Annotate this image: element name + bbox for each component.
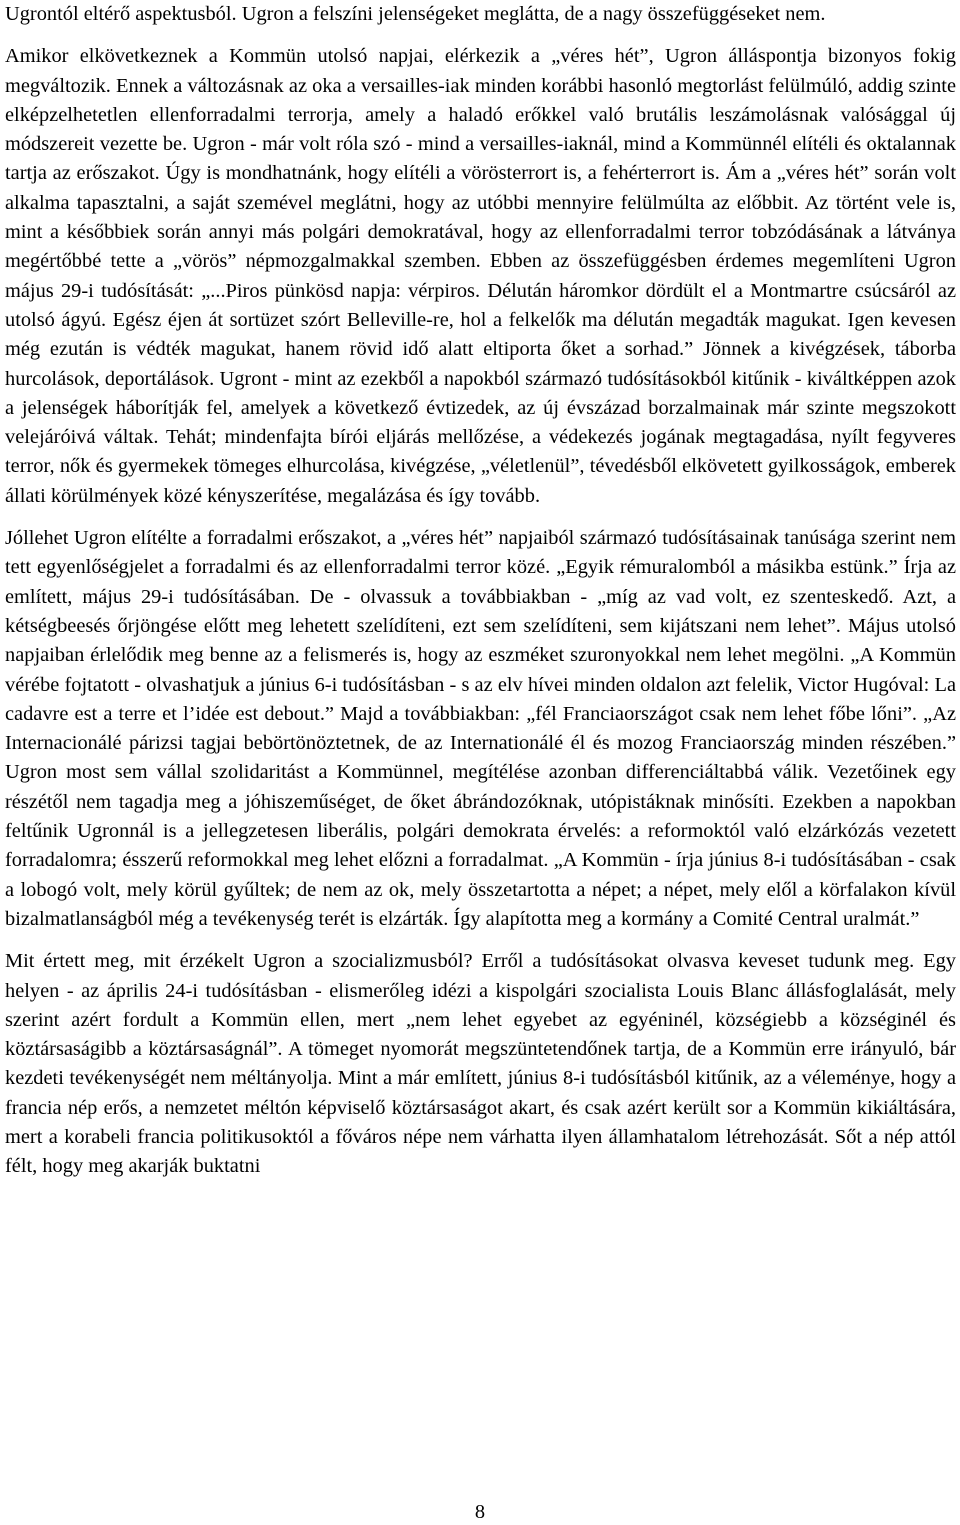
page-number: 8 <box>474 1501 486 1523</box>
paragraph: Ugrontól eltérő aspektusból. Ugron a felszíni jelenségeket meglátta, de a nagy összefüggéseket nem. <box>5 3 826 25</box>
paragraph: Amikor elkövetkeznek a Kommün utolsó napjai, elérkezik a „véres hét”, Ugron álláspontja bizonyos fokig megváltozik. Ennek a változásnak az oka a versailles-iak minden korábbi hasonló megtorlást felülmúló, addig szinte elképzelhetetlen ellenforradalmi terrorja, amely a haladó erőkkel való brutális leszámolásnak valósággal új módszereit vezette be. Ugron - már volt róla szó - mind a versailles-iaknál, mind a Kommünnél elítéli és oktalannak tartja az erőszakot. Úgy is mondhatnánk, hogy elítéli a vörösterrort is, a fehérterrort is. Ám a „véres hét” során volt alkalma tapasztalni, a saját szemével meglátni, hogy az utóbbi mennyire felülmúlta az előbbit. Az történt vele is, mint a későbbiek során annyi más polgári demokratával, hogy az ellenforradalmi terror tobzódásának a látványa megértőbbé tette a „vörös” népmozgalmakkal szemben. Ebben az összefüggésben érdemes megemlíteni Ugron május 29-i tudósítását: „...Piros pünkösd napja: vérpiros. Délután háromkor dördült el a Montmartre csúcsáról az utolsó ágyú. Egész éjen át sortüzet szórt Belleville-re, hol a felkelők ma délután megadták magukat. Igen kevesen még ezután is védték magukat, hanem rövid idő alatt eltiporta őket a sorhad.” Jönnek a kivégzések, táborba hurcolások, deportálások. Ugront - mint az ezekből a napokból származó tudósításokból kitűnik - kiváltképpen azok a jelenségek háborítják fel, amelyek a következő évtizedek, az új évszázad borzalmainak már szinte megszokott velejáróivá váltak. Tehát; mindenfajta bírói eljárás mellőzése, a védekezés jogának megtagadása, nyílt fegyveres terror, nők és gyermekek tömeges elhurcolása, kivégzése, „véletlenül”, tévedésből elkövetett gyilkosságok, emberek állati körülmények közé kényszerítése, megalázása és így tovább. <box>5 45 956 507</box>
paragraph: Mit értett meg, mit érzékelt Ugron a szocializmusból? Erről a tudósításokat olvasva keveset tudunk meg. Egy helyen - az április 24-i tudósításban - elismerőleg idézi a kispolgári szocialista Louis Blanc állásfoglalását, mely szerint azért fordult a Kommün ellen, mert „nem lehet egyebet az egyéninél, községiebb a községinél és köztársaságibb a köztársaságnál”. A tömeget nyomorát megszüntetendőnek tartja, de a Kommün erre irányuló, bár kezdeti tevékenységét nem méltányolja. Mint a már említett, június 8-i tudósításból kitűnik, az a véleménye, hogy a francia nép erős, a nemzetet méltón képviselő köztársaságot akart, és csak azért került sor a Kommün kikiáltására, mert a korabeli francia politikusoktól a főváros népe nem várhatta ilyen államhatalom létrehozását. Sőt a nép attól félt, hogy meg akarják buktatni <box>5 950 956 1178</box>
paragraph: Jóllehet Ugron elítélte a forradalmi erőszakot, a „véres hét” napjaiból származó tudósításainak tanúsága szerint nem tett egyenlőségjelet a forradalmi és az ellenforradalmi terror közé. „Egyik rémuralomból a másikba estünk.” Írja az említett, május 29-i tudósításában. De - olvassuk a továbbiakban - „míg az vad volt, ez szenteskedő. Azt, a kétségbeesés őrjöngése előtt meg lehetett szelídíteni, ezt sem szelídíteni, sem kijátszani nem lehet”. Május utolsó napjaiban érlelődik meg benne az a felismerés is, hogy az eszméket szuronyokkal nem lehet megölni. „A Kommün vérébe fojtatott - olvashatjuk a június 6-i tudósításban - s az elv hívei minden oldalon azt felelik, Victor Hugóval: La cadavre est a terre et l’idée est debout.” Majd a továbbiakban: „fél Franciaországot csak nem lehet főbe lőni”. „Az Internacionálé párizsi tagjai bebörtönöztetnek, de az Internationálé él és mozog Franciaország minden részében.” Ugron most sem vállal szolidaritást a Kommünnel, megítélése azonban differenciáltabbá válik. Vezetőinek egy részétől nem tagadja meg a jóhiszeműséget, de őket ábrándozóknak, utópistáknak minősíti. Ezekben a napokban feltűnik Ugronnál is a jellegzetesen liberális, polgári demokrata érvelés: a reformoktól való elzárkózás vezetett forradalomra; ésszerű reformokkal meg lehet előzni a forradalmat. „A Kommün - írja június 8-i tudósításában - csak a lobogó volt, mely körül gyűltek; de nem az ok, mely összetartotta a népet; a népet, mely elől a körfalakon kívül bizalmatlanságból még a tevékenység terét is elzárták. Így alapította meg a kormány a Comité Central uralmát.” <box>5 527 956 930</box>
body-text <box>5 0 956 1195</box>
